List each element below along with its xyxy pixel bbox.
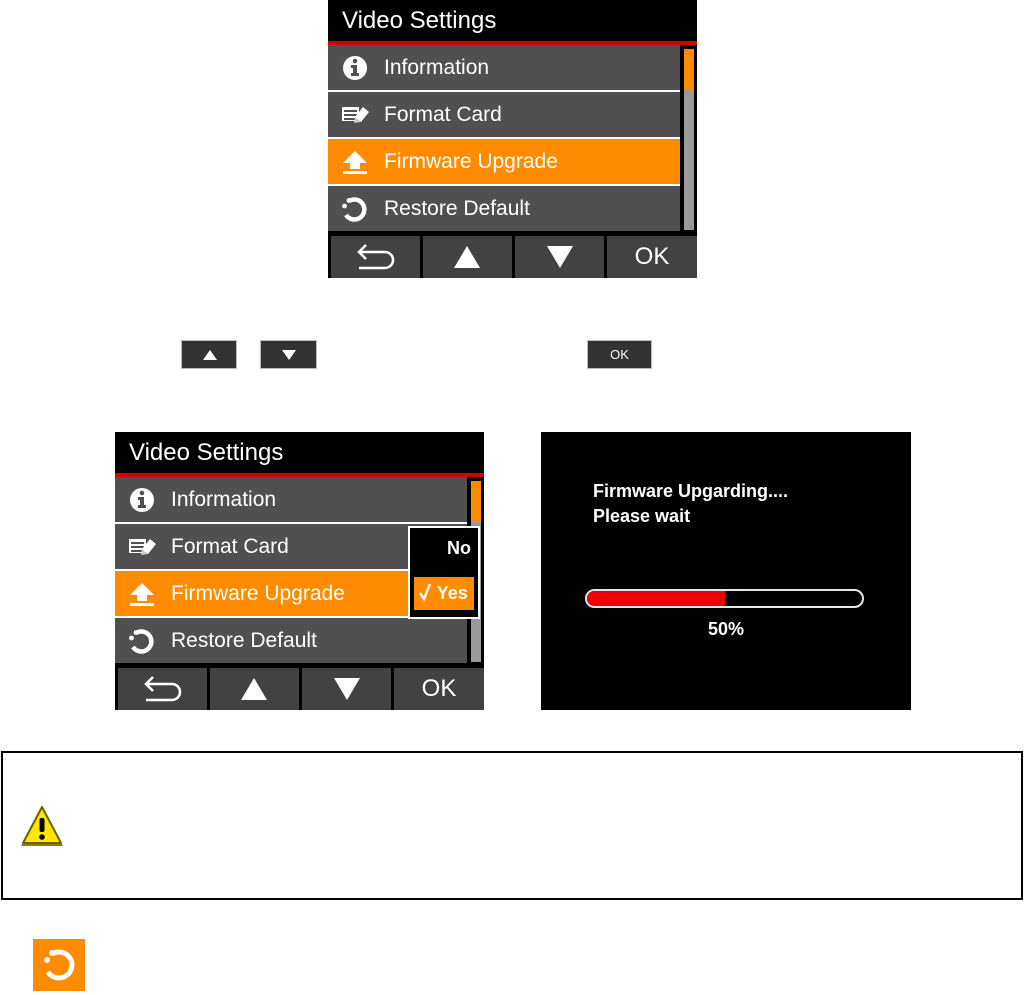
key-up-button (181, 340, 237, 369)
down-button[interactable] (515, 236, 604, 278)
upload-icon (340, 148, 370, 176)
restore-icon-tile (33, 939, 85, 991)
upgrade-wait-text: Please wait (593, 506, 691, 526)
progress-percent: 50% (707, 619, 745, 639)
menu-item-label: Firmware Upgrade (171, 582, 345, 605)
menu-item-firmware-upgrade[interactable] (328, 139, 680, 184)
confirm-popup (408, 526, 480, 619)
down-button[interactable] (302, 668, 391, 710)
info-icon (340, 54, 370, 82)
upgrade-status-text: Firmware Upgarding.... (593, 481, 789, 501)
menu-item-label: Information (171, 488, 277, 511)
triangle-down-icon (261, 341, 318, 370)
progress-fill (587, 591, 725, 606)
check-icon (418, 582, 432, 602)
menu-item-information[interactable] (328, 45, 680, 90)
back-arrow-icon (118, 668, 207, 710)
menu-item-restore-default[interactable] (115, 618, 467, 663)
warning-icon (17, 803, 67, 853)
format-card-icon (340, 101, 370, 129)
yes-option[interactable] (414, 577, 474, 610)
scrollbar-thumb[interactable] (684, 49, 694, 90)
menu-item-format-card[interactable] (328, 92, 680, 137)
upgrade-screen (541, 432, 911, 710)
triangle-up-icon (210, 668, 299, 710)
up-button[interactable] (423, 236, 512, 278)
key-ok-button: OK (587, 340, 652, 369)
menu-item-information[interactable] (115, 477, 467, 522)
scrollbar-thumb[interactable] (471, 481, 481, 522)
key-down-button (260, 340, 317, 369)
restore-icon (340, 195, 370, 223)
menu-item-label: Format Card (171, 535, 289, 558)
back-arrow-icon (331, 236, 420, 278)
info-icon (127, 486, 157, 514)
triangle-down-icon (515, 236, 604, 278)
ok-button[interactable]: OK (607, 236, 697, 278)
triangle-up-icon (423, 236, 512, 278)
back-button[interactable] (331, 236, 420, 278)
menu-item-label: Format Card (384, 103, 502, 126)
no-option[interactable]: No (447, 538, 471, 558)
up-button[interactable] (210, 668, 299, 710)
restore-icon (127, 627, 157, 655)
warning-box (1, 751, 1023, 900)
menu-screen-confirm (115, 432, 484, 710)
menu-title: Video Settings (115, 432, 484, 473)
upload-icon (127, 580, 157, 608)
menu-item-label: Restore Default (384, 197, 530, 220)
triangle-down-icon (302, 668, 391, 710)
menu-item-label: Information (384, 56, 490, 79)
format-card-icon (127, 533, 157, 561)
ok-button[interactable]: OK (394, 668, 484, 710)
menu-item-label: Firmware Upgrade (384, 150, 558, 173)
triangle-up-icon (182, 341, 238, 370)
progress-bar (585, 589, 864, 608)
menu-screen-top (328, 0, 697, 278)
yes-label: Yes (436, 583, 468, 603)
menu-item-restore-default[interactable] (328, 186, 680, 231)
menu-title: Video Settings (328, 0, 697, 41)
menu-item-label: Restore Default (171, 629, 317, 652)
restore-icon (33, 939, 85, 991)
back-button[interactable] (118, 668, 207, 710)
